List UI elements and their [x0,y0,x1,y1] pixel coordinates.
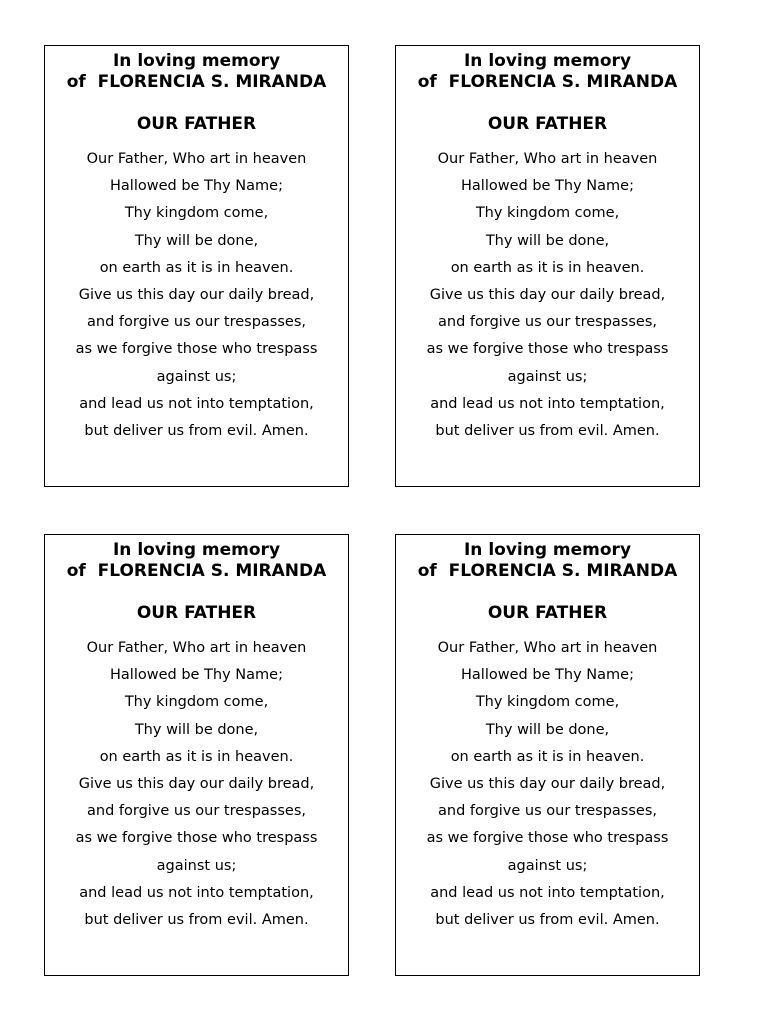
prayer-line: on earth as it is in heaven. [99,259,294,276]
heading-memory-line: In loving memory [463,51,632,71]
prayer-line: Give us this day our daily bread, [78,287,315,304]
prayer-line: Hallowed be Thy Name; [110,178,283,195]
prayer-line: Our Father, Who art in heaven [437,151,658,167]
prayer-line: Give us this day our daily bread, [429,776,666,793]
prayer-line: Thy kingdom come, [475,205,620,222]
prayer-line: against us; [507,857,588,874]
prayer-line: on earth as it is in heaven. [450,748,645,765]
prayer-text [45,635,348,934]
card-heading [45,51,348,93]
prayer-line: and forgive us our trespasses, [438,803,657,820]
prayer-line: on earth as it is in heaven. [99,748,294,765]
prayer-line: but deliver us from evil. Amen. [435,912,660,929]
prayer-line: Give us this day our daily bread, [78,776,315,793]
prayer-line: Thy kingdom come, [475,694,620,711]
prayer-line: but deliver us from evil. Amen. [435,423,660,440]
prayer-line: against us; [156,857,237,874]
memorial-card [395,534,700,976]
prayer-line: Give us this day our daily bread, [429,287,666,304]
prayer-line: as we forgive those who trespass [75,830,318,847]
prayer-line: Thy will be done, [485,232,610,249]
prayer-line: Hallowed be Thy Name; [461,178,634,195]
prayer-line: against us; [156,368,237,385]
card-heading [396,540,699,582]
prayer-line: as we forgive those who trespass [75,341,318,358]
heading-name-line: of FLORENCIA S. MIRANDA [417,561,678,581]
prayer-line: Hallowed be Thy Name; [461,667,634,684]
prayer-line: and forgive us our trespasses, [438,314,657,331]
prayer-line: Thy kingdom come, [124,694,269,711]
prayer-line: Thy will be done, [134,721,259,738]
prayer-line: but deliver us from evil. Amen. [84,423,309,440]
prayer-line: against us; [507,368,588,385]
heading-memory-line: In loving memory [463,540,632,560]
prayer-line: as we forgive those who trespass [426,341,669,358]
prayer-line: and forgive us our trespasses, [87,803,306,820]
prayer-line: as we forgive those who trespass [426,830,669,847]
prayer-text [396,146,699,445]
prayer-title: OUR FATHER [487,114,608,134]
prayer-title: OUR FATHER [136,603,257,623]
memorial-card [44,534,349,976]
prayer-line: Our Father, Who art in heaven [86,151,307,167]
prayer-line: and lead us not into temptation, [79,395,314,412]
prayer-line: Thy kingdom come, [124,205,269,222]
prayer-line: and forgive us our trespasses, [87,314,306,331]
heading-name-line: of FLORENCIA S. MIRANDA [417,72,678,92]
card-heading [396,51,699,93]
heading-memory-line: In loving memory [112,540,281,560]
prayer-line: and lead us not into temptation, [430,884,665,901]
prayer-line: Our Father, Who art in heaven [437,640,658,656]
prayer-line: but deliver us from evil. Amen. [84,912,309,929]
heading-name-line: of FLORENCIA S. MIRANDA [66,561,327,581]
prayer-title: OUR FATHER [136,114,257,134]
prayer-line: on earth as it is in heaven. [450,259,645,276]
memorial-card [395,45,700,487]
prayer-text [396,635,699,934]
prayer-line: and lead us not into temptation, [430,395,665,412]
card-heading [45,540,348,582]
heading-memory-line: In loving memory [112,51,281,71]
prayer-line: Thy will be done, [134,232,259,249]
prayer-title: OUR FATHER [487,603,608,623]
heading-name-line: of FLORENCIA S. MIRANDA [66,72,327,92]
prayer-line: and lead us not into temptation, [79,884,314,901]
prayer-line: Hallowed be Thy Name; [110,667,283,684]
prayer-line: Thy will be done, [485,721,610,738]
prayer-text [45,146,348,445]
memorial-card [44,45,349,487]
prayer-line: Our Father, Who art in heaven [86,640,307,656]
